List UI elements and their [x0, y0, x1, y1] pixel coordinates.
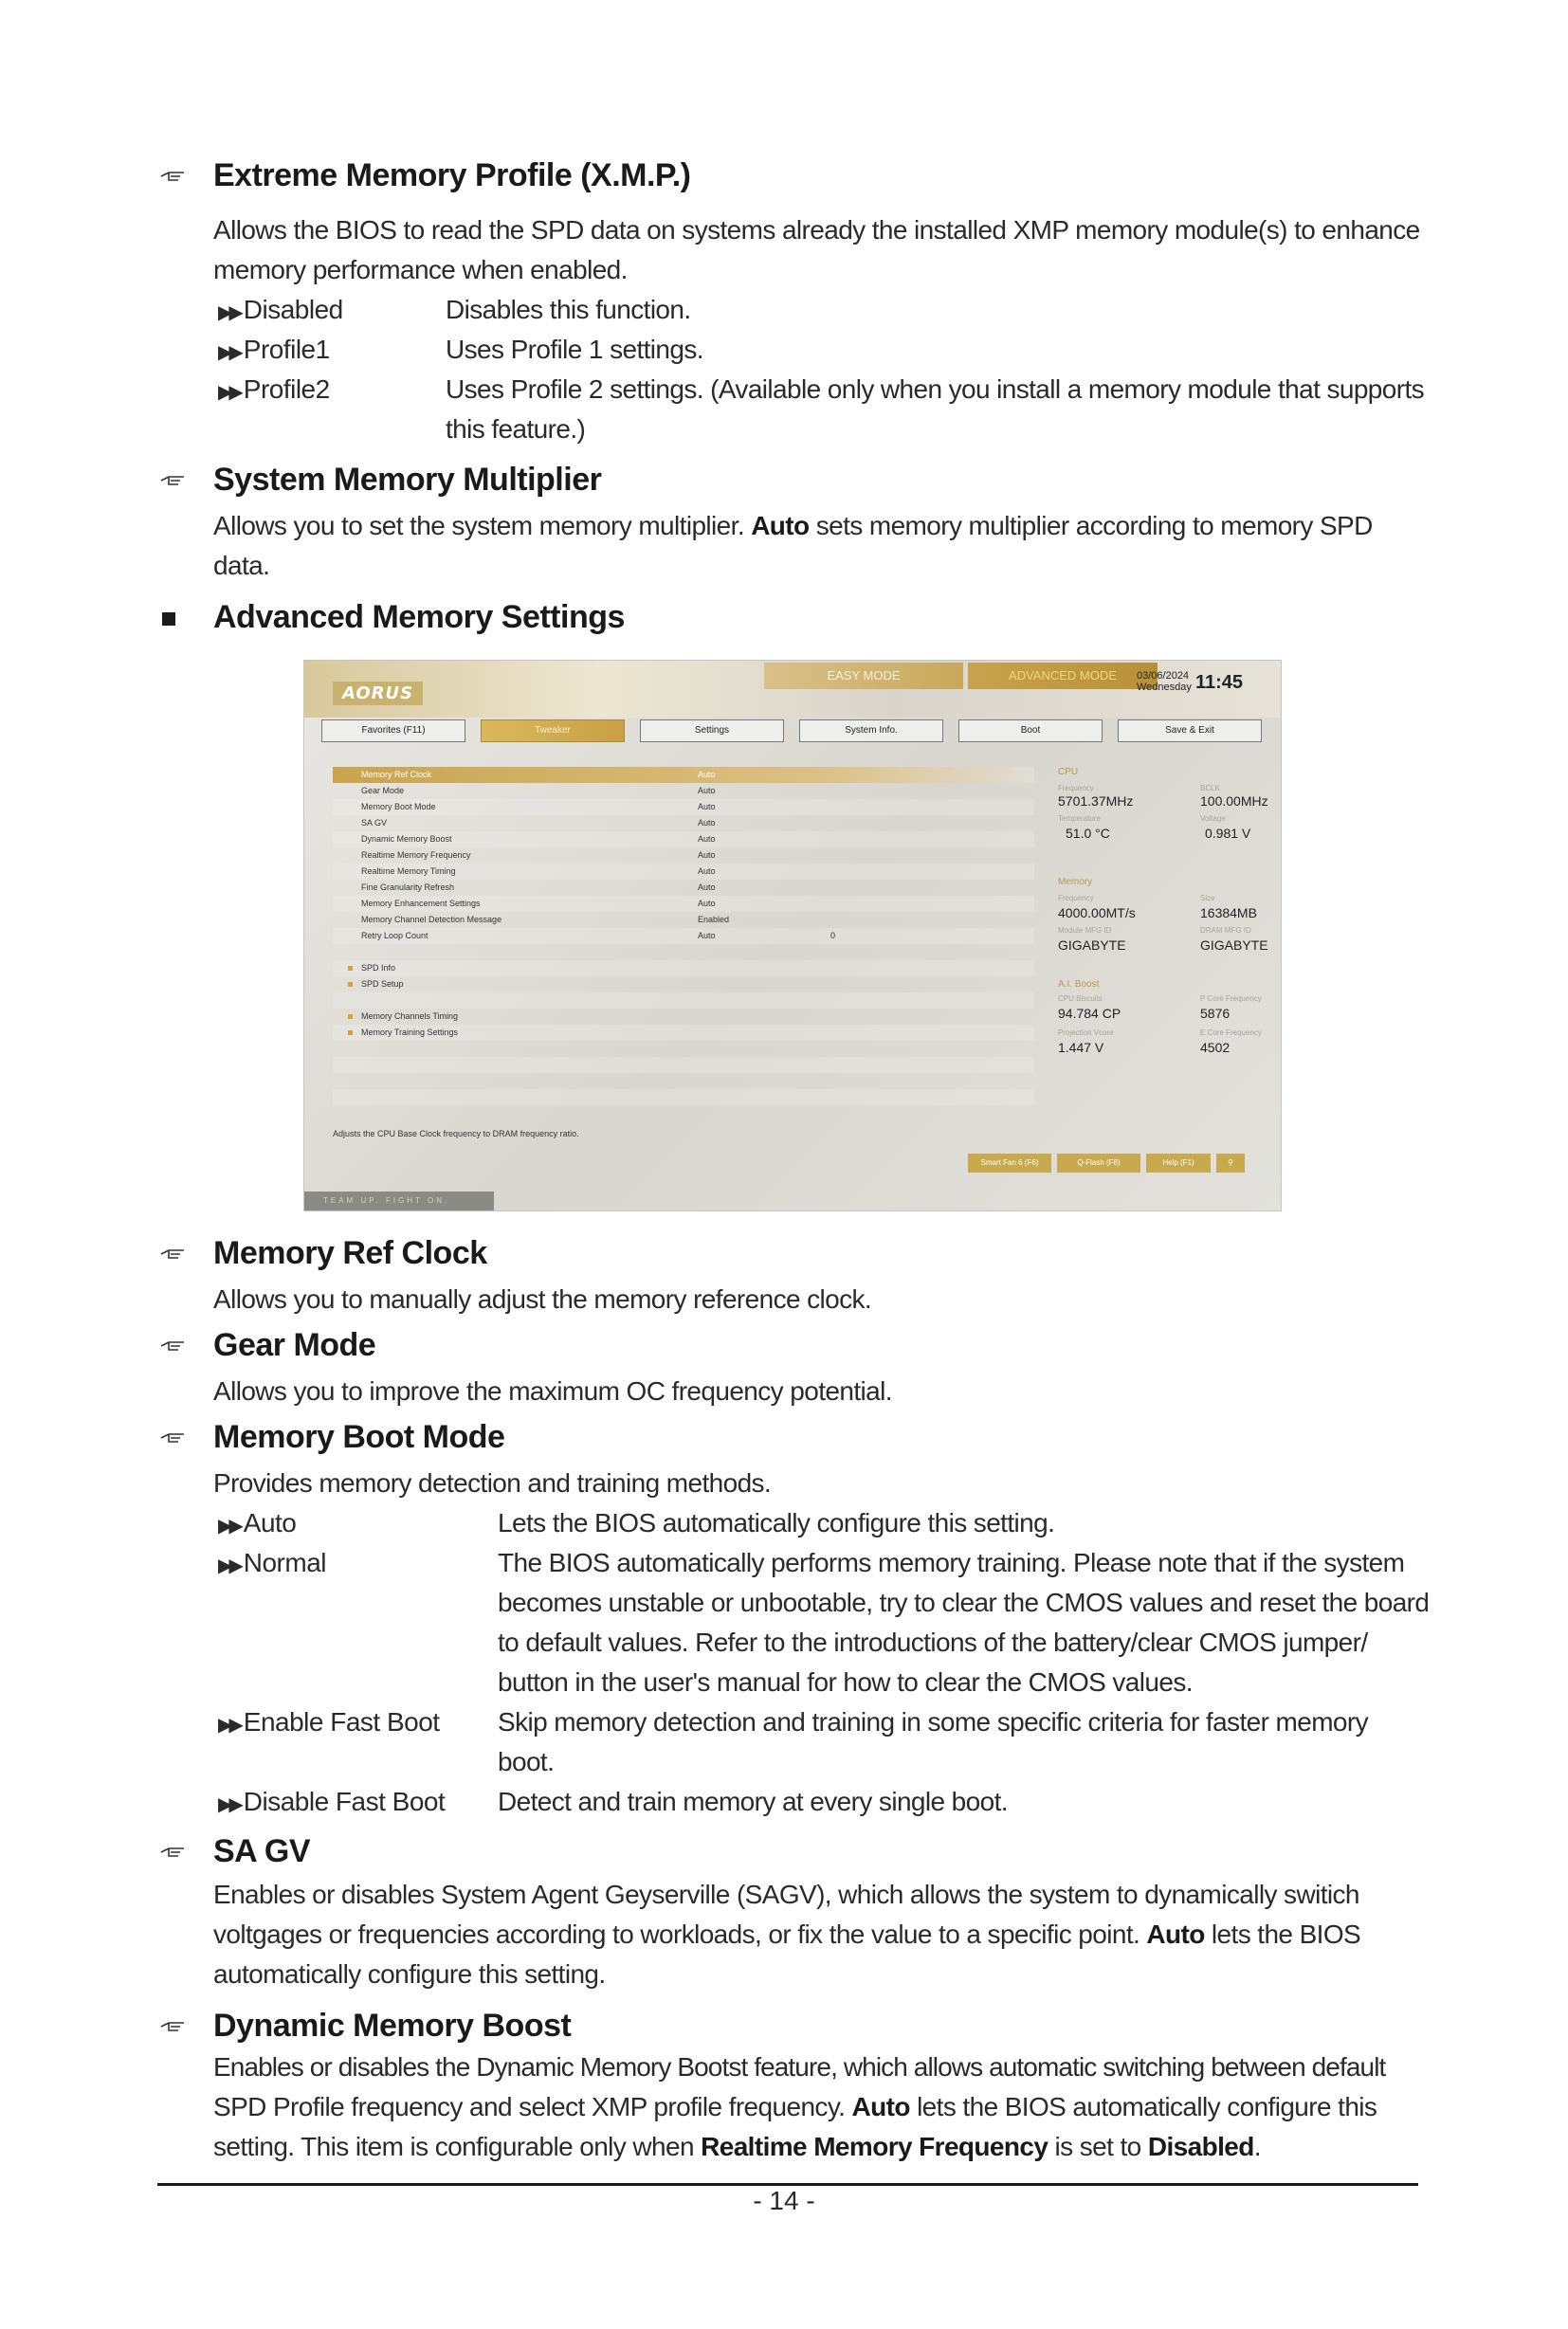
bios-row-memory-enhancement[interactable]: Memory Enhancement Settings Auto — [333, 896, 1034, 912]
bios-row-fine-granularity-refresh[interactable]: Fine Granularity Refresh Auto — [361, 882, 716, 892]
bios-submenu-spd-info[interactable]: SPD Info — [333, 960, 1034, 976]
aiboost-vcore: 1.447 V — [1058, 1040, 1104, 1055]
sagv-line3: automatically configure this setting. — [213, 1959, 606, 1989]
search-icon[interactable]: ⚲ — [1216, 1154, 1245, 1173]
xmp-option-profile1: ▶▶ Profile1 — [218, 335, 330, 364]
double-arrow-icon: ▶▶ — [218, 342, 240, 363]
heading-memory-ref-clock: Memory Ref Clock — [213, 1235, 487, 1271]
pointing-hand-icon — [159, 167, 188, 186]
heading-xmp: Extreme Memory Profile (X.M.P.) — [213, 157, 691, 193]
tab-settings[interactable]: Settings — [640, 719, 784, 742]
xmp-option-profile1-desc: Uses Profile 1 settings. — [446, 335, 703, 364]
heading-sa-gv: SA GV — [213, 1833, 311, 1869]
bios-row-empty — [333, 1073, 1034, 1089]
bios-row-memory-boot-mode[interactable]: Memory Boot Mode Auto — [333, 799, 1034, 815]
aiboost-cpu: 94.784 CP — [1058, 1006, 1121, 1021]
submenu-bullet-icon — [348, 1030, 353, 1035]
xmp-option-profile2: ▶▶ Profile2 — [218, 374, 330, 404]
heading-dynamic-memory-boost: Dynamic Memory Boost — [213, 2008, 572, 2044]
pointing-hand-icon — [159, 471, 188, 490]
multiplier-desc-line2: data. — [213, 551, 270, 580]
double-arrow-icon: ▶▶ — [218, 1794, 240, 1815]
memory-frequency: 4000.00MT/s — [1058, 905, 1136, 920]
bios-screenshot: AORUS EASY MODE ADVANCED MODE 03/06/2024 Wednesday 11:45 Favorites (F11) Tweaker Settings System Info. Boot Save & Exit Memory Ref Clock Auto Gear Mode Auto Memory Boot Mode Auto SA GV Auto Dynamic Memory Boost Auto Realtime Memory Frequency Auto Realtime Memory Timing Auto Fine Granularity Refresh Auto Memory Enhancement Settings Auto Memory Channel Detection Message Enabled Retry Loop Count Auto 0 SPD Info SPD Setup Memory Channels Timing Memory Training Settings CPU Frequency BCLK 5701.37MHz 100.00MHz Temperature Voltage 51.0 °C 0.981 V Memory Frequency Size 4000.00MT/s 16384MB Module MFG ID DRAM MFG ID GIGABYTE GIGABYTE A.I. Boost CPU Biscuits P Core Frequency 94.784 CP 5876 Projection Vcore E Core Frequency 1.447 V 4502 Adjusts the CPU Base Clock frequency to DRAM frequency ratio. Smart Fan 6 (F6) Q-Flash (F8) Help (F1) ⚲ TEAM UP. FIGHT ON. — [303, 660, 1282, 1211]
bios-row-empty — [333, 1057, 1034, 1073]
bios-time: 11:45 — [1195, 672, 1244, 693]
bios-row-empty — [333, 1105, 1034, 1121]
cpu-frequency: 5701.37MHz — [1058, 793, 1134, 809]
bios-row-empty — [333, 992, 1034, 1009]
boot-option-auto-desc: Lets the BIOS automatically configure this setting. — [498, 1508, 1055, 1538]
bios-row-realtime-memory-timing[interactable]: Realtime Memory Timing Auto — [333, 864, 1034, 880]
xmp-option-disabled: ▶▶ Disabled — [218, 295, 343, 324]
xmp-option-profile2-desc: Uses Profile 2 settings. (Available only when you install a memory module that supports — [446, 374, 1425, 404]
aiboost-ecore: 4502 — [1200, 1040, 1231, 1055]
double-arrow-icon: ▶▶ — [218, 1556, 240, 1576]
sagv-line1: Enables or disables System Agent Geyserville (SAGV), which allows the system to dynamically switich — [213, 1880, 1359, 1909]
bios-submenu-training-settings[interactable]: Memory Training Settings — [333, 1025, 1034, 1041]
tab-system-info[interactable]: System Info. — [799, 719, 943, 742]
boot-option-normal-desc4: button in the user's manual for how to clear the CMOS values. — [498, 1667, 1193, 1697]
boot-option-normal-desc2: becomes unstable or unbootable, try to clear the CMOS values and reset the board — [498, 1588, 1430, 1617]
xmp-option-disabled-desc: Disables this function. — [446, 295, 691, 324]
bios-date: 03/06/2024 Wednesday — [1137, 670, 1192, 693]
help-button[interactable]: Help (F1) — [1146, 1154, 1211, 1173]
bios-tabs — [321, 719, 1269, 748]
dmb-line2: SPD Profile frequency and select XMP profile frequency. Auto lets the BIOS automatically configure this — [213, 2092, 1377, 2121]
easy-mode-tab[interactable]: EASY MODE — [764, 663, 963, 689]
bios-row-empty — [333, 1041, 1034, 1057]
dmb-line3: setting. This item is configurable only when Realtime Memory Frequency is set to Disabled. — [213, 2132, 1261, 2161]
bios-footer-slogan: TEAM UP. FIGHT ON. — [304, 1192, 494, 1210]
bios-submenu-channels-timing[interactable]: Memory Channels Timing — [333, 1009, 1034, 1025]
boot-option-enable-fast-desc1: Skip memory detection and training in some specific criteria for faster memory — [498, 1707, 1369, 1737]
cpu-voltage: 0.981 V — [1205, 826, 1251, 841]
bios-row-gear-mode[interactable]: Gear Mode Auto — [361, 786, 716, 795]
double-arrow-icon: ▶▶ — [218, 302, 240, 323]
aiboost-pcore: 5876 — [1200, 1006, 1231, 1021]
square-bullet-icon — [162, 612, 175, 626]
bios-row-empty — [333, 1089, 1034, 1105]
qflash-button[interactable]: Q-Flash (F8) — [1057, 1154, 1140, 1173]
double-arrow-icon: ▶▶ — [218, 1516, 240, 1537]
bios-help-text: Adjusts the CPU Base Clock frequency to DRAM frequency ratio. — [333, 1129, 579, 1138]
smart-fan-button[interactable]: Smart Fan 6 (F6) — [968, 1154, 1051, 1173]
heading-advanced-memory: Advanced Memory Settings — [213, 599, 625, 635]
page-number: - 14 - — [753, 2186, 815, 2215]
xmp-desc-line2: memory performance when enabled. — [213, 255, 628, 284]
bios-row-memory-ref-clock[interactable]: Memory Ref Clock Auto — [333, 767, 1034, 783]
xmp-option-profile2-desc2: this feature.) — [446, 414, 586, 444]
cpu-title: CPU — [1058, 767, 1079, 777]
heading-gear-mode: Gear Mode — [213, 1327, 376, 1363]
sagv-line2: voltgages or frequencies according to workloads, or fix the value to a specific point. Auto lets the BIOS — [213, 1920, 1361, 1949]
boot-option-enable-fast-desc2: boot. — [498, 1747, 555, 1776]
bios-row-realtime-memory-frequency[interactable]: Realtime Memory Frequency Auto — [361, 850, 716, 860]
module-mfg: GIGABYTE — [1058, 937, 1126, 953]
bios-row-empty — [333, 944, 1034, 960]
boot-mode-desc: Provides memory detection and training methods. — [213, 1468, 772, 1498]
dram-mfg: GIGABYTE — [1200, 937, 1268, 953]
heading-memory-boot-mode: Memory Boot Mode — [213, 1419, 505, 1455]
bios-submenu-spd-setup[interactable]: SPD Setup — [333, 976, 1034, 992]
boot-option-disable-fast: ▶▶ Disable Fast Boot — [218, 1787, 446, 1816]
submenu-bullet-icon — [348, 982, 353, 987]
aiboost-title: A.I. Boost — [1058, 979, 1100, 990]
boot-option-enable-fast: ▶▶ Enable Fast Boot — [218, 1707, 440, 1737]
pointing-hand-icon — [159, 1245, 188, 1264]
cpu-bclk: 100.00MHz — [1200, 793, 1268, 809]
double-arrow-icon: ▶▶ — [218, 1715, 240, 1736]
advanced-mode-tab[interactable]: ADVANCED MODE — [968, 663, 1158, 689]
double-arrow-icon: ▶▶ — [218, 382, 240, 403]
tab-tweaker[interactable]: Tweaker — [481, 719, 625, 742]
xmp-desc-line1: Allows the BIOS to read the SPD data on systems already the installed XMP memory module(s) to enhance — [213, 215, 1420, 245]
submenu-bullet-icon — [348, 1014, 353, 1019]
pointing-hand-icon — [159, 1337, 188, 1356]
aorus-logo: AORUS — [333, 682, 423, 705]
boot-option-normal-desc3: to default values. Refer to the introductions of the battery/clear CMOS jumper/ — [498, 1628, 1368, 1657]
tab-save-exit[interactable]: Save & Exit — [1118, 719, 1262, 742]
bios-row-retry-loop-count[interactable]: Retry Loop Count Auto 0 — [333, 928, 1034, 944]
submenu-bullet-icon — [348, 966, 353, 971]
heading-multiplier: System Memory Multiplier — [213, 462, 602, 498]
multiplier-desc-line1: Allows you to set the system memory multiplier. Auto sets memory multiplier according to memory SPD — [213, 511, 1373, 540]
memory-size: 16384MB — [1200, 905, 1257, 920]
ref-clock-desc: Allows you to manually adjust the memory reference clock. — [213, 1284, 872, 1314]
memory-title: Memory — [1058, 877, 1093, 887]
pointing-hand-icon — [159, 1843, 188, 1862]
bios-row-channel-detection[interactable]: Memory Channel Detection Message Enabled — [361, 915, 730, 924]
boot-option-disable-fast-desc: Detect and train memory at every single boot. — [498, 1787, 1008, 1816]
pointing-hand-icon — [159, 1428, 188, 1447]
cpu-temperature: 51.0 °C — [1066, 826, 1110, 841]
pointing-hand-icon — [159, 2017, 188, 2036]
bios-row-dynamic-memory-boost[interactable]: Dynamic Memory Boost Auto — [333, 831, 1034, 847]
dmb-line1: Enables or disables the Dynamic Memory Bootst feature, which allows automatic switching between default — [213, 2052, 1386, 2082]
tab-boot[interactable]: Boot — [958, 719, 1103, 742]
boot-option-normal-desc1: The BIOS automatically performs memory training. Please note that if the system — [498, 1548, 1405, 1577]
tab-favorites[interactable]: Favorites (F11) — [321, 719, 465, 742]
gear-mode-desc: Allows you to improve the maximum OC frequency potential. — [213, 1376, 892, 1406]
boot-option-normal: ▶▶ Normal — [218, 1548, 326, 1577]
boot-option-auto: ▶▶ Auto — [218, 1508, 297, 1538]
bios-row-sa-gv[interactable]: SA GV Auto — [361, 818, 716, 828]
